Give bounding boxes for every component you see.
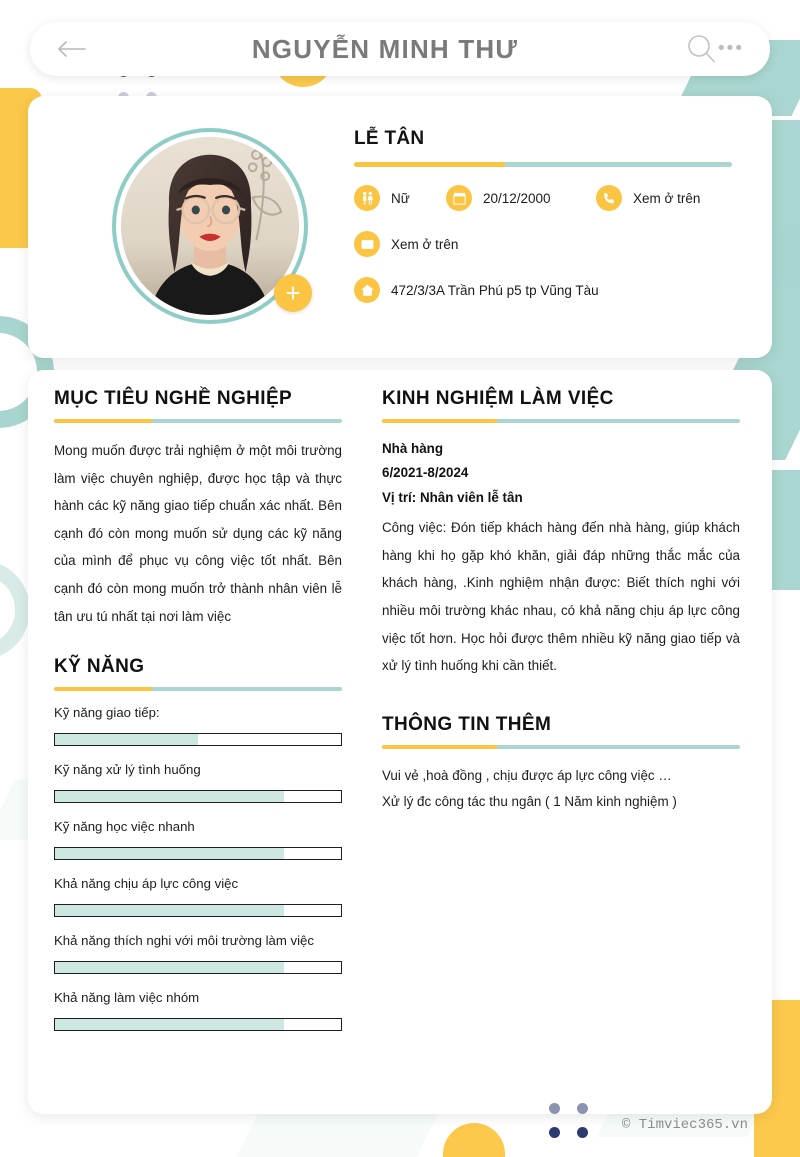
section-title: THÔNG TIN THÊM (382, 713, 552, 735)
skill-progress-fill (55, 848, 284, 859)
section-skills (54, 656, 342, 1031)
deco-dot (549, 1103, 560, 1114)
additional-line: Xử lý đc công tác thu ngân ( 1 Năm kinh nghiệm ) (382, 793, 677, 809)
skill-progress-bar (54, 1018, 342, 1031)
skill-progress-bar (54, 790, 342, 803)
skill-progress-bar (54, 961, 342, 974)
contact-value: Xem ở trên (633, 190, 701, 206)
title-divider (354, 162, 732, 167)
contact-email (354, 231, 458, 257)
avatar-photo (121, 137, 299, 315)
experience-period: 6/2021-8/2024 (382, 465, 469, 481)
arrow-left-icon[interactable] (56, 39, 86, 59)
phone-icon (596, 185, 622, 211)
profile-info (354, 128, 732, 303)
right-column (382, 388, 740, 841)
skill-label: Kỹ năng giao tiếp: (54, 705, 160, 721)
deco-dot (577, 1103, 588, 1114)
contact-address (354, 277, 599, 303)
skill-item (54, 876, 342, 917)
skill-progress-bar (54, 904, 342, 917)
section-experience (382, 388, 740, 680)
skill-item (54, 933, 342, 974)
skill-progress-fill (55, 1019, 284, 1030)
contact-list (354, 185, 732, 303)
search-icon[interactable] (684, 32, 718, 66)
experience-company: Nhà hàng (382, 441, 444, 456)
skill-progress-bar (54, 847, 342, 860)
profile-card (28, 96, 772, 358)
deco-dot (577, 1127, 588, 1138)
skill-item (54, 990, 342, 1031)
skill-label: Kỹ năng xử lý tình huống (54, 762, 201, 778)
deco-yellow-semicircle-bottom (443, 1123, 505, 1157)
skill-progress-bar (54, 733, 342, 746)
section-title: KỸ NĂNG (54, 656, 145, 678)
skill-label: Khả năng thích nghi với môi trường làm việc (54, 933, 314, 949)
add-photo-button[interactable]: + (274, 274, 312, 312)
app-header (30, 22, 770, 76)
section-additional (382, 714, 740, 815)
section-title: MỤC TIÊU NGHỀ NGHIỆP (54, 388, 293, 409)
email-icon (354, 231, 380, 257)
skill-label: Kỹ năng học việc nhanh (54, 819, 195, 835)
skill-label: Khả năng chịu áp lực công việc (54, 876, 239, 892)
home-icon (354, 277, 380, 303)
experience-position: Vị trí: Nhân viên lễ tân (382, 489, 523, 505)
contact-value: 472/3/3A Trần Phú p5 tp Vũng Tàu (391, 282, 599, 298)
section-objective (54, 388, 342, 630)
contact-row (354, 185, 732, 211)
skill-progress-fill (55, 905, 284, 916)
contact-birthday (446, 185, 596, 211)
contact-row (354, 277, 732, 303)
section-divider (382, 419, 740, 423)
objective-text: Mong muốn được trải nghiệm ở một môi trường làm việc chuyên nghiệp, được học tập và thực hành các kỹ năng giao tiếp chuẩn xác nhất. Bên cạnh đó còn mong muốn sử dụng các kỹ năng của mình để phục vụ công việc tốt nhất. Bên cạnh đó còn mong muốn trở thành nhân viên lễ tân ưu tú nhất tại nơi làm việc (54, 443, 342, 624)
contact-gender (354, 185, 446, 211)
left-column (54, 388, 342, 1057)
skill-label: Khả năng làm việc nhóm (54, 990, 200, 1006)
section-divider (54, 687, 342, 691)
skill-item (54, 705, 342, 746)
avatar[interactable] (112, 128, 308, 324)
skill-item (54, 762, 342, 803)
calendar-icon (446, 185, 472, 211)
page-title: NGUYỄN MINH THƯ (251, 33, 519, 64)
footer-dot-grid (549, 1103, 593, 1139)
contact-row (354, 231, 732, 257)
more-dots-icon[interactable]: ••• (718, 38, 744, 59)
skill-item (54, 819, 342, 860)
section-title: KINH NGHIỆM LÀM VIỆC (382, 388, 614, 409)
gender-icon (354, 185, 380, 211)
experience-description: Công việc: Đón tiếp khách hàng đến nhà hàng, giúp khách hàng khi họ gặp khó khăn, giải đáp những thắc mắc của khách hàng, .Kinh nghiệm nhận được: Biết thích nghi với nhiều môi trường khác nhau, có khả năng chịu áp lực công việc tốt hơn. Học hỏi được thêm nhiều kỹ năng giao tiếp và xử lý tình huống khi cần thiết. (382, 520, 740, 674)
contact-phone (596, 185, 700, 211)
contact-value: 20/12/2000 (483, 190, 551, 206)
skill-progress-fill (55, 734, 198, 745)
job-title: LỄ TÂN (354, 128, 425, 149)
skill-progress-fill (55, 791, 284, 802)
contact-value: Nữ (391, 190, 410, 206)
skill-progress-fill (55, 962, 284, 973)
section-divider (382, 745, 740, 749)
section-divider (54, 419, 342, 423)
deco-teal-ring-faded (0, 560, 30, 660)
deco-dot (549, 1127, 560, 1138)
watermark: © Timviec365.vn (621, 1117, 748, 1133)
additional-line: Vui vẻ ,hoà đồng , chịu được áp lực công việc … (382, 767, 672, 783)
contact-value: Xem ở trên (391, 236, 459, 252)
